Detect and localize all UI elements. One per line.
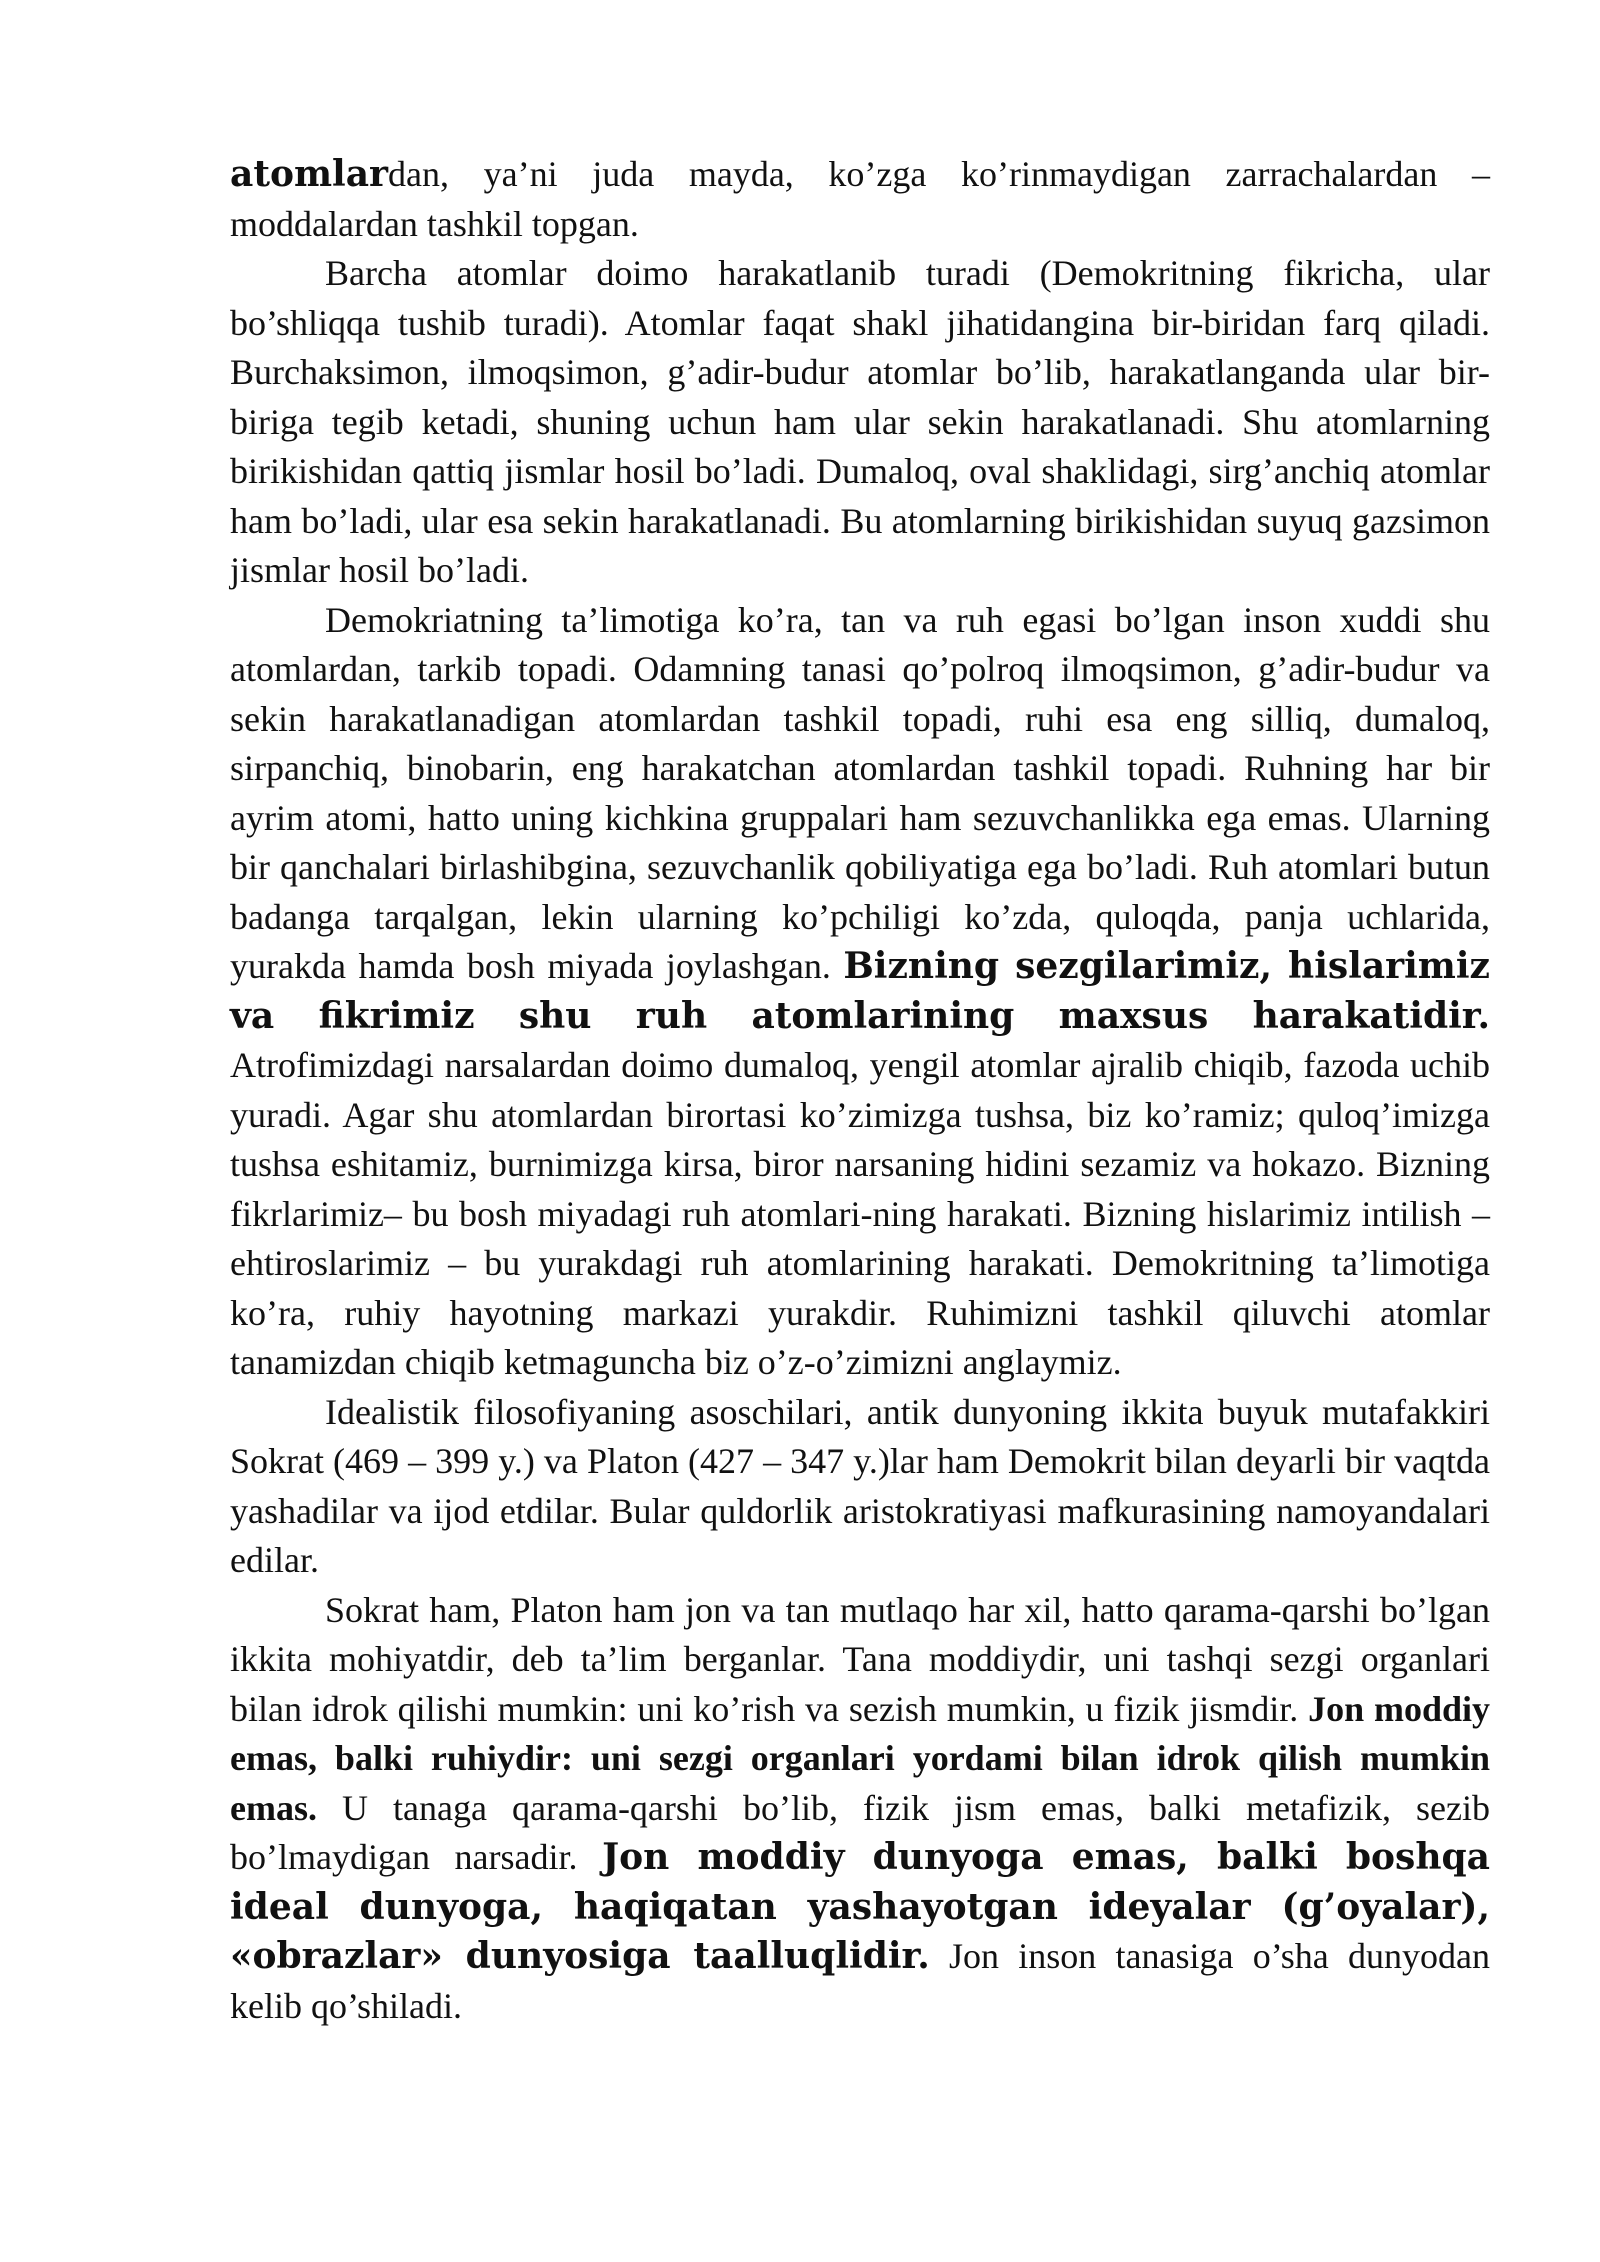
paragraph-3-bold-1: Bizning sezgilarimiz, hislarimiz va fikrimiz shu ruh atomlarining maxsus harakatidir. [230, 945, 1490, 1037]
paragraph-4 [230, 1388, 1490, 1586]
paragraph-3-text-2: Atrofimizdagi narsalardan doimo dumaloq, yengil atomlar ajralib chiqib, fazoda uchib yuradi. Agar shu atomlardan birortasi ko’zimizga tushsa, biz ko’ramiz; quloq’imizga tushsa eshitamiz, burnimizga kirsa, biror narsaning hidini sezamiz va hokazo. Bizning fikrlarimiz– bu bosh miyadagi ruh atomlari-ning harakati. Bizning hislarimiz intilish – ehtiroslarimiz – bu yurakdagi ruh atomlarining harakati. Demokritning ta’limotiga ko’ra, ruhiy hayotning markazi yurakdir. Ruhimizni tashkil qiluvchi atomlar tanamizdan chiqib ketmaguncha biz o’z-o’zimizni anglaymiz. [230, 1045, 1490, 1382]
paragraph-3-text-1: Demokriatning ta’limotiga ko’ra, tan va ruh egasi bo’lgan inson xuddi shu atomlardan, tarkib topadi. Odamning tanasi qo’polroq ilmoqsimon, g’adir-budur va sekin harakatlanadigan atomlardan tashkil topadi, ruhi esa eng silliq, dumaloq, sirpanchiq, binobarin, eng harakatchan atomlardan tashkil topadi. Ruhning har bir ayrim atomi, hatto uning kichkina gruppalari ham sezuvchanlikka ega emas. Ularning bir qanchalari birlashibgina, sezuvchanlik qobiliyatiga ega bo’ladi. Ruh atomlari butun badanga tarqalgan, lekin ularning ko’pchiligi ko’zda, quloqda, panja uchlarida, yurakda hamda bosh miyada joylashgan. [230, 599, 1490, 986]
paragraph-2 [230, 249, 1490, 596]
paragraph-1-text-1: dan, ya’ni juda mayda, ko’zga ko’rinmaydigan zarrachalardan – moddalardan tashkil topgan. [230, 154, 1490, 244]
paragraph-5-text-1: Sokrat ham, Platon ham jon va tan mutlaqo har xil, hatto qarama-qarshi bo’lgan ikkita mohiyatdir, deb ta’lim berganlar. Tana moddiydir, uni tashqi sezgi organlari bilan idrok qilishi mumkin: uni ko’rish va sezish mumkin, u fizik jismdir. [230, 1589, 1490, 1729]
paragraph-3 [230, 596, 1490, 1388]
paragraph-5-text-3: Jon inson tanasiga o’sha dunyodan kelib qo’shiladi. [230, 1936, 1490, 2026]
paragraph-5-bold-1: Jon moddiy emas, balki ruhiydir: uni sezgi organlari yordami bilan idrok qilish mumkin emas. [230, 1688, 1490, 1828]
paragraph-5-text-2: U tanaga qarama-qarshi bo’lib, fizik jism emas, balki metafizik, sezib bo’lmaydigan narsadir. [230, 1787, 1490, 1877]
paragraph-1-bold-1: atomlar [230, 153, 389, 195]
paragraph-4-text-1: Idealistik filosofiyaning asoschilari, antik dunyoning ikkita buyuk mutafakkiri Sokrat (469 – 399 y.) va Platon (427 – 347 y.)lar ham Demokrit bilan deyarli bir vaqtda yashadilar va ijod etdilar. Bular quldorlik aristokratiyasi mafkurasining namoyandalari edilar. [230, 1391, 1490, 1580]
paragraph-1 [230, 150, 1490, 249]
paragraph-5 [230, 1586, 1490, 2032]
document-page [230, 150, 1490, 2031]
paragraph-5-bold-2: Jon moddiy dunyoga emas, balki boshqa ideal dunyoga, haqiqatan yashayotgan ideyalar (g’oyalar), «obrazlar» dunyosiga taalluqlidir. [230, 1836, 1490, 1977]
paragraph-2-text-1: Barcha atomlar doimo harakatlanib turadi (Demokritning fikricha, ular bo’shliqqa tushib turadi). Atomlar faqat shakl jihatidangina bir-biridan farq qiladi. Burchaksimon, ilmoqsimon, g’adir-budur atomlar bo’lib, harakatlanganda ular bir-biriga tegib ketadi, shuning uchun ham ular sekin harakatlanadi. Shu atomlarning birikishidan qattiq jismlar hosil bo’ladi. Dumaloq, oval shaklidagi, sirg’anchiq atomlar ham bo’ladi, ular esa sekin harakatlanadi. Bu atomlarning birikishidan suyuq gazsimon jismlar hosil bo’ladi. [230, 253, 1490, 590]
